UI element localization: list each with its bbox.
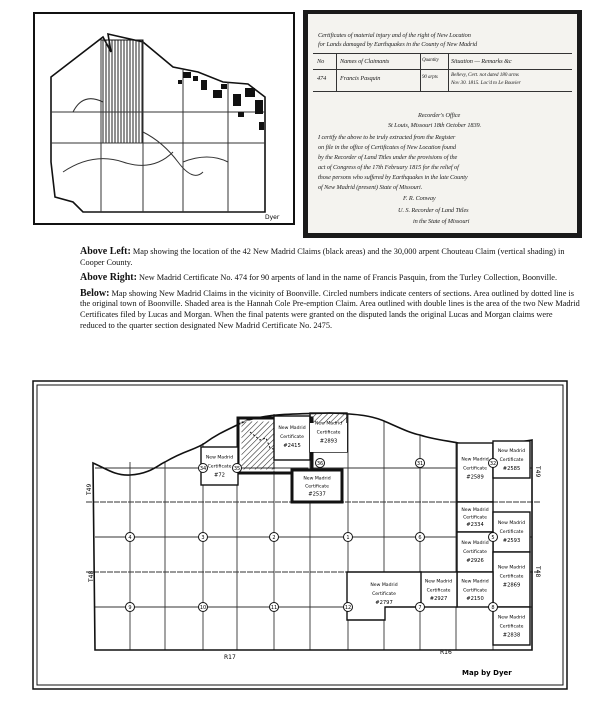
section-center-marker	[270, 533, 279, 542]
certificate-number: #2415	[283, 443, 301, 450]
certificate-label: Certificate	[499, 530, 524, 535]
section-center-marker	[489, 459, 498, 468]
doc-place-date: St Louis, Missouri 18th October 1839.	[388, 122, 482, 129]
section-number: 10	[199, 604, 207, 611]
cooper-county-map	[33, 12, 295, 225]
section-center-marker	[316, 459, 325, 468]
new-madrid-certificate	[491, 604, 530, 645]
certificate-number: #72	[214, 472, 225, 479]
certificate-label: Certificate	[280, 435, 304, 441]
certificate-label: New Madrid	[497, 615, 526, 621]
new-madrid-certificate	[457, 532, 493, 572]
doc-body-3: by the Recorder of Land Titles under the provisions of the	[318, 154, 458, 161]
section-number: 34	[199, 465, 207, 472]
section-number: 2	[272, 534, 276, 541]
certificate-label: New Madrid	[461, 541, 489, 546]
doc-title2: in the State of Missouri	[413, 218, 470, 225]
section-number: 6	[418, 534, 422, 541]
section-center-marker	[126, 603, 135, 612]
doc-body-2: on file in the office of Certificates of New Location found	[318, 144, 456, 151]
section-number: 9	[128, 604, 132, 611]
section-center-marker	[270, 603, 279, 612]
section-number: 32	[489, 460, 497, 467]
township-left-bottom: T48	[88, 570, 95, 582]
section-center-marker	[233, 464, 242, 473]
new-madrid-certificate	[457, 443, 493, 502]
certificate-label: New Madrid	[497, 521, 526, 526]
caption-below: Below: Map showing New Madrid Claims in the vicinity of Boonville. Circled numbers indicate centers of sections. Area outlined by dotted line is the original town of Boonville. Shaded area is the Hannah Cole Pre-emption Claim. Area outlined with double lines is the area of the two New Madrid Certificates filed by Lucas and Morgan. When the final patents were granted on the disputed lands the original Lucas and Morgan claims were reduced to the quarter section designated New Madrid Certificate No. 2475.	[80, 287, 580, 330]
new-madrid-certificate	[292, 470, 342, 502]
doc-body-5: those persons who suffered by Earthquakes in the late County	[318, 174, 468, 181]
doc-office: Recorder's Office	[418, 112, 461, 119]
certificate-label: Certificate	[463, 466, 487, 472]
section-center-marker	[126, 533, 135, 542]
certificate-label: New Madrid	[461, 457, 489, 463]
map-credit: Map by Dyer	[462, 669, 512, 677]
new-madrid-certificate	[457, 502, 493, 532]
certificate-number: #2589	[466, 474, 484, 481]
doc-title1: U. S. Recorder of Land Titles	[398, 207, 469, 214]
caption-above-right: Above Right: New Madrid Certificate No. 474 for 90 arpents of land in the name of Francis Pasquin, from the Turley Collection, Boonville.	[80, 272, 558, 284]
certificate-number: #2926	[466, 558, 484, 564]
section-number: 5	[491, 534, 495, 541]
certificate-label: Certificate	[426, 588, 451, 594]
new-madrid-certificate	[493, 512, 530, 552]
certificate-number: #2893	[319, 438, 338, 445]
section-number: 12	[344, 604, 352, 611]
section-center-marker	[416, 459, 425, 468]
certificate-label: New Madrid	[370, 583, 398, 588]
section-center-marker	[344, 603, 353, 612]
certificate-label: New Madrid	[278, 426, 306, 432]
doc-heading-line2: for Lands damaged by Earthquakes in the County of New Madrid	[318, 41, 478, 48]
doc-body-4: act of Congress of the 17th February 1815 for the relief of	[318, 164, 459, 171]
new-madrid-certificate	[420, 572, 457, 607]
certificate-label: New Madrid	[461, 508, 489, 513]
certificate-label: New Madrid	[497, 565, 526, 571]
doc-body-6: of New Madrid (present) State of Missouri.	[318, 184, 423, 191]
section-number: 8	[491, 604, 495, 611]
certificate-number: #2797	[375, 600, 393, 606]
doc-row-name: Francis Pasquin	[340, 75, 381, 82]
certificate-number: #2537	[308, 491, 326, 498]
certificate-number: #2585	[502, 466, 521, 473]
section-number: 4	[128, 534, 132, 541]
hannah-cole-claim	[241, 421, 274, 470]
doc-row-situation2: Nov 30. 1815. Loc'd to Le Bouvier	[451, 80, 521, 86]
doc-heading-line1: Certificates of material injury and of the right of New Location	[318, 32, 471, 39]
certificate-label: Certificate	[499, 624, 524, 630]
section-number: 11	[270, 604, 278, 611]
section-number: 31	[416, 460, 424, 467]
doc-col-quantity: Quantity	[422, 58, 439, 63]
certificate-number: #2334	[466, 522, 484, 528]
certificate-document-image	[303, 10, 582, 238]
section-center-marker	[199, 464, 208, 473]
new-madrid-certificate	[274, 416, 310, 460]
new-madrid-certificate	[493, 552, 530, 607]
certificate-number: #2869	[502, 582, 521, 589]
section-number: 7	[418, 604, 422, 611]
certificate-number: #2593	[502, 538, 521, 544]
township-left-top: T49	[86, 483, 93, 495]
doc-signature: F. R. Conway	[403, 195, 436, 202]
certificate-label: Certificate	[463, 588, 487, 594]
certificate-label: Certificate	[463, 550, 487, 555]
certificate-label: Certificate	[207, 464, 232, 470]
map-credit: Dyer	[265, 214, 280, 221]
section-center-marker	[199, 603, 208, 612]
captions	[80, 247, 580, 336]
doc-row-no: 474	[317, 75, 327, 82]
section-number: 1	[346, 534, 350, 541]
certificate-number: #2927	[429, 596, 448, 602]
section-number: 3	[201, 534, 205, 541]
caption-above-left: Above Left: Map showing the location of the 42 New Madrid Claims (black areas) and the 30,000 arpent Chouteau Claim (vertical shading) in Cooper County.	[80, 246, 565, 267]
certificate-label: Certificate	[499, 458, 524, 464]
certificate-label: New Madrid	[205, 455, 234, 461]
doc-body-1: I certify the above to be truly extracted from the Register	[318, 134, 456, 141]
certificate-label: Certificate	[499, 574, 524, 580]
certificate-label: Certificate	[463, 515, 487, 521]
certificate-number: #2150	[466, 596, 484, 602]
section-center-marker	[489, 603, 498, 612]
section-center-marker	[199, 533, 208, 542]
township-right-top: T49	[534, 466, 541, 478]
certificate-label: Certificate	[305, 484, 329, 490]
section-center-marker	[344, 533, 353, 542]
section-center-marker	[416, 533, 425, 542]
doc-row-situation1: Bellevy, Cert. not dated 180 arms	[451, 72, 519, 78]
boonville-claims-map	[32, 380, 568, 690]
chouteau-claim	[101, 40, 143, 143]
range-left: R17	[224, 654, 236, 661]
doc-col-names: Names of Claimants	[340, 58, 390, 65]
certificate-label: New Madrid	[424, 579, 453, 585]
section-number: 35	[233, 465, 241, 472]
certificate-label: New Madrid	[314, 421, 343, 427]
new-madrid-certificate	[457, 572, 493, 607]
doc-col-situation: Situation — Remarks &c	[451, 58, 512, 65]
new-madrid-certificate	[493, 441, 530, 478]
doc-row-quantity: 90 arpts	[422, 75, 438, 80]
certificate-number: #2838	[502, 632, 521, 639]
section-center-marker	[489, 533, 498, 542]
certificate-label: New Madrid	[461, 579, 489, 585]
certificate-label: Certificate	[316, 430, 341, 436]
section-center-marker	[416, 603, 425, 612]
section-number: 36	[316, 460, 324, 467]
township-right-bottom: T48	[534, 566, 541, 578]
range-right: R16	[440, 649, 452, 656]
certificate-label: Certificate	[372, 592, 396, 597]
doc-col-no: No	[317, 58, 325, 65]
certificate-label: New Madrid	[497, 449, 526, 455]
certificate-label: New Madrid	[303, 476, 331, 482]
